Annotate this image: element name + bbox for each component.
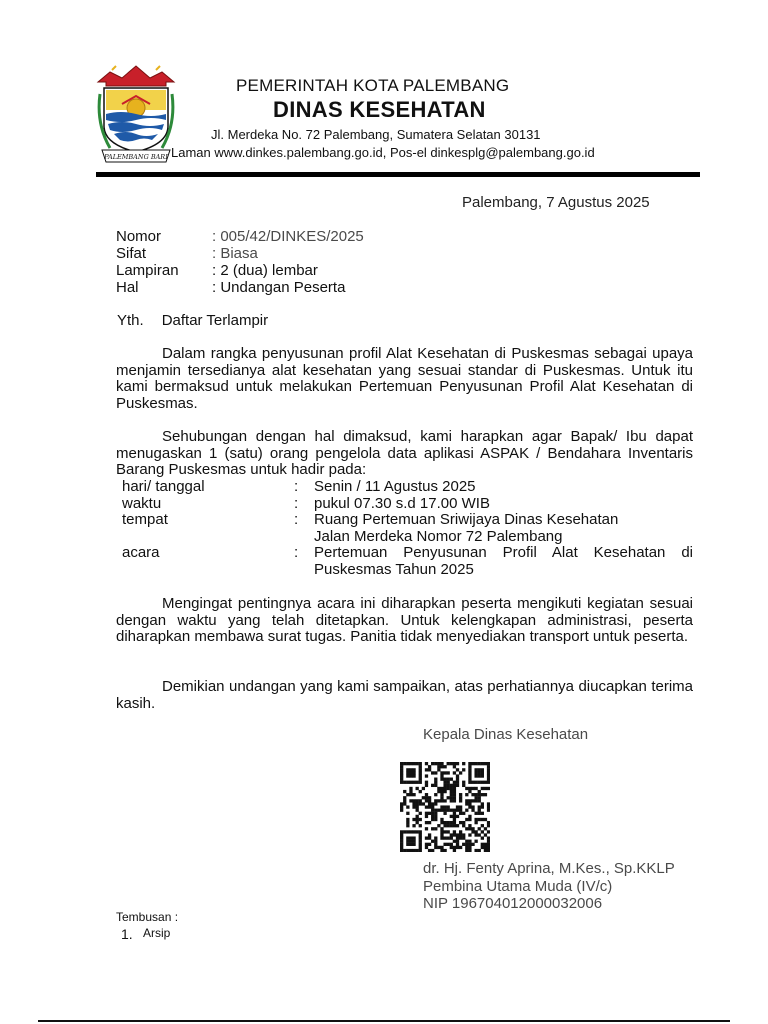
agency-contact: Laman www.dinkes.palembang.go.id, Pos-el dinkesplg@palembang.go.id bbox=[171, 145, 595, 160]
cc-list-item bbox=[121, 926, 170, 942]
cc-title: Tembusan : bbox=[116, 910, 179, 924]
agenda-value-line: Ruang Pertemuan Sriwijaya Dinas Kesehatan bbox=[314, 511, 619, 528]
city-emblem-logo bbox=[96, 64, 176, 166]
qr-code-signature bbox=[400, 762, 490, 852]
body-paragraph-1: Dalam rangka penyusunan profil Alat Kesehatan di Puskesmas sebagai upaya menjamin tersedianya alat kesehatan yang sesuai standar di Puskesmas. Untuk itu kami bermaksud untuk melakukan Pertemuan Penyusunan Profil Alat Kesehatan di Puskesmas. bbox=[116, 345, 693, 412]
agency-address: Jl. Merdeka No. 72 Palembang, Sumatera Selatan 30131 bbox=[211, 127, 541, 142]
agenda-colon: : bbox=[294, 494, 299, 512]
footer-divider bbox=[38, 1020, 730, 1022]
signatory-title: Kepala Dinas Kesehatan bbox=[423, 726, 589, 743]
meta-row-nature bbox=[116, 245, 364, 262]
signatory-name: dr. Hj. Fenty Aprina, M.Kes., Sp.KKLP bbox=[423, 860, 675, 877]
meta-row-number bbox=[116, 228, 364, 245]
government-name: PEMERINTAH KOTA PALEMBANG bbox=[236, 76, 510, 95]
letter-date: Palembang, 7 Agustus 2025 bbox=[462, 194, 650, 211]
agenda-value: pukul 07.30 s.d 17.00 WIB bbox=[314, 494, 490, 512]
meta-value: : Undangan Peserta bbox=[212, 279, 346, 296]
addressee-name: Daftar Terlampir bbox=[161, 312, 269, 329]
agenda-value-line: Jalan Merdeka Nomor 72 Palembang bbox=[314, 527, 563, 545]
body-paragraph-4: Demikian undangan yang kami sampaikan, atas perhatiannya diucapkan terima kasih. bbox=[116, 678, 693, 712]
agenda-value: Senin / 11 Agustus 2025 bbox=[314, 478, 476, 495]
meta-row-attachment bbox=[116, 262, 364, 279]
meta-value: : Biasa bbox=[212, 245, 258, 262]
signatory-rank: Pembina Utama Muda (IV/c) bbox=[423, 877, 613, 895]
meta-label: Nomor bbox=[116, 228, 162, 245]
body-paragraph-3: Mengingat pentingnya acara ini diharapkan peserta mengikuti kegiatan sesuai dengan waktu yang telah ditetapkan. Untuk kelengkapan administrasi, peserta diharapkan membawa surat tugas. Panitia tidak menyediakan transport untuk peserta. bbox=[116, 595, 693, 645]
agenda-row-event bbox=[116, 545, 693, 578]
agenda-label: waktu bbox=[122, 494, 162, 512]
meta-label: Sifat bbox=[116, 245, 147, 262]
agenda-label: hari/ tanggal bbox=[122, 478, 205, 495]
logo-banner-text: PALEMBANG BARI bbox=[104, 153, 168, 161]
agenda-label: tempat bbox=[122, 511, 168, 528]
agenda-label: acara bbox=[122, 544, 160, 561]
signatory-block bbox=[423, 860, 675, 913]
meta-value: : 005/42/DINKES/2025 bbox=[212, 228, 364, 245]
agenda-value: Pertemuan Penyusunan Profil Alat Kesehatan di Puskesmas Tahun 2025 bbox=[314, 544, 693, 578]
meta-label: Lampiran bbox=[116, 262, 179, 279]
agenda-row-place bbox=[116, 512, 693, 545]
addressee-prefix: Yth. bbox=[117, 312, 144, 329]
letter-meta bbox=[116, 228, 364, 296]
signatory-nip: NIP 196704012000032006 bbox=[423, 895, 603, 912]
agenda-row-date bbox=[116, 479, 693, 496]
cc-item-number: 1. bbox=[121, 926, 133, 942]
agenda-table bbox=[116, 479, 693, 578]
meta-row-subject bbox=[116, 279, 364, 296]
addressee bbox=[117, 312, 268, 329]
agenda-colon: : bbox=[294, 478, 299, 495]
agenda-colon: : bbox=[294, 511, 299, 528]
meta-value: : 2 (dua) lembar bbox=[212, 262, 318, 279]
letterhead-divider bbox=[96, 172, 700, 177]
meta-label: Hal bbox=[116, 279, 139, 296]
agenda-row-time bbox=[116, 496, 693, 513]
body-paragraph-2: Sehubungan dengan hal dimaksud, kami harapkan agar Bapak/ Ibu dapat menugaskan 1 (satu) orang pengelola data aplikasi ASPAK / Bendahara Inventaris Barang Puskesmas untuk hadir pada: bbox=[116, 428, 693, 478]
agenda-colon: : bbox=[294, 544, 299, 561]
agenda-value bbox=[314, 512, 693, 545]
cc-item-text: Arsip bbox=[143, 926, 171, 940]
agency-name: DINAS KESEHATAN bbox=[273, 97, 486, 122]
